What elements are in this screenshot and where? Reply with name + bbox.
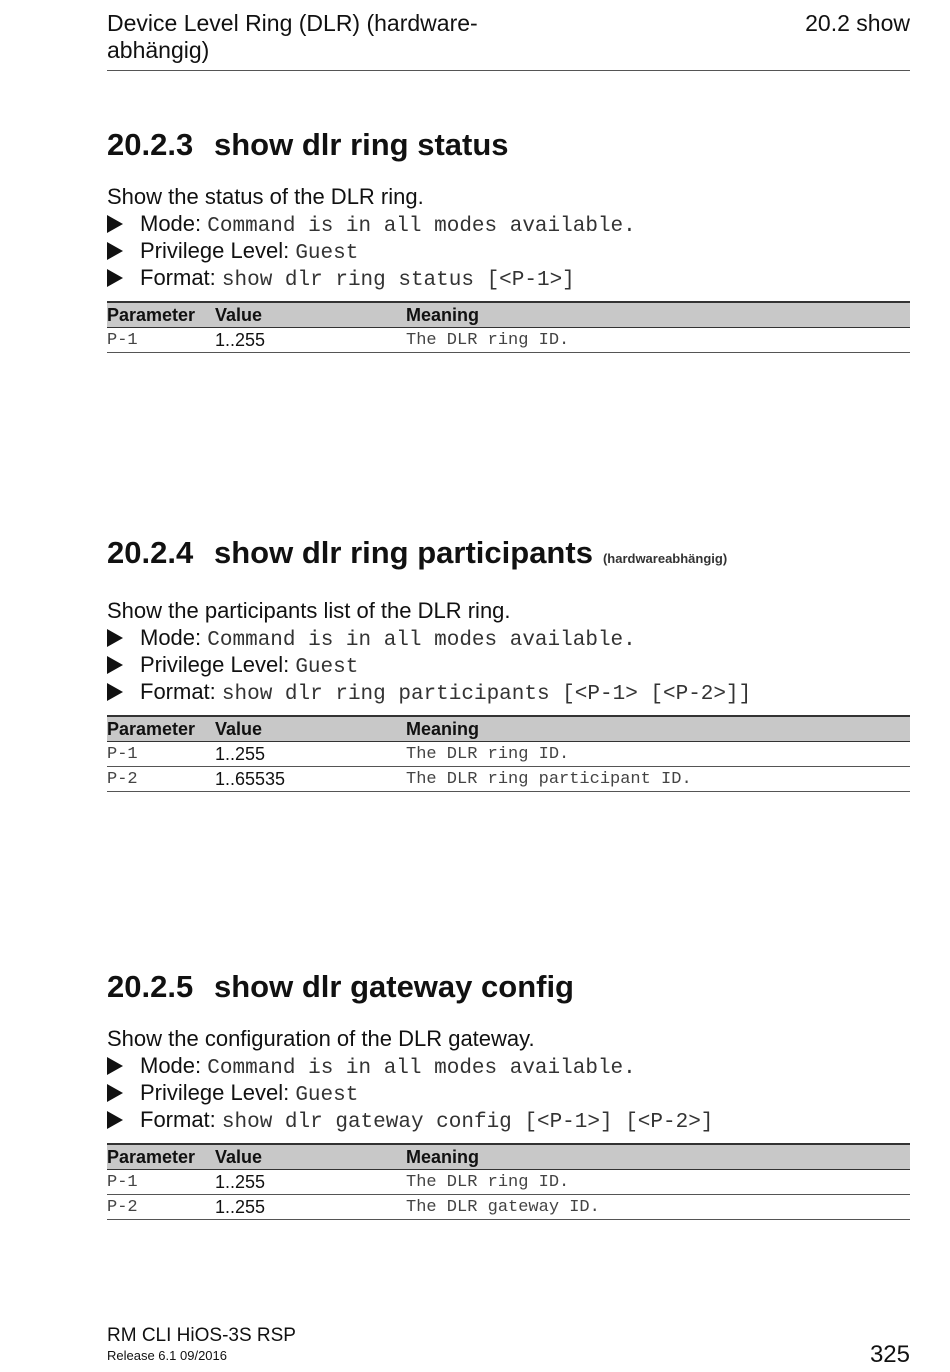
bullet-arrow-icon: [107, 1084, 123, 1102]
privilege-line: [107, 237, 910, 264]
value-cell: 1..255: [215, 742, 406, 767]
parameter-table: [107, 301, 910, 353]
section-show-dlr-ring-status: [107, 127, 910, 353]
column-header: Parameter: [107, 302, 215, 328]
table-header-row: [107, 302, 910, 328]
mode-line: [107, 624, 910, 651]
column-header: Value: [215, 716, 406, 742]
format-line: [107, 678, 910, 705]
footer-document-title: RM CLI HiOS-3S RSP: [107, 1325, 296, 1346]
param-cell: P-2: [107, 1195, 215, 1220]
column-header: Meaning: [406, 1144, 910, 1170]
mode-line: [107, 1052, 910, 1079]
format-label: Format:: [140, 679, 216, 704]
column-header: Value: [215, 1144, 406, 1170]
table-header-row: [107, 716, 910, 742]
section-note: (hardwareabhängig): [602, 551, 728, 566]
table-header-row: [107, 1144, 910, 1170]
column-header: Meaning: [406, 716, 910, 742]
privilege-label: Privilege Level:: [140, 652, 290, 677]
column-header: Parameter: [107, 1144, 215, 1170]
parameter-table: [107, 1143, 910, 1220]
value-cell: 1..255: [215, 1195, 406, 1220]
format-label: Format:: [140, 1107, 216, 1132]
section-number: 20.2.3: [107, 127, 194, 162]
param-cell: P-1: [107, 328, 215, 353]
bullet-arrow-icon: [107, 629, 123, 647]
section-show-dlr-gateway-config: [107, 969, 910, 1220]
table-row: [107, 328, 910, 353]
privilege-value: Guest: [295, 1084, 359, 1107]
section-intro: Show the status of the DLR ring.: [107, 184, 424, 209]
privilege-line: [107, 1079, 910, 1106]
table-row: [107, 1170, 910, 1195]
mode-line: [107, 210, 910, 237]
mode-label: Mode:: [140, 625, 202, 650]
page-header: [107, 10, 910, 71]
column-header: Value: [215, 302, 406, 328]
page-number: 325: [869, 1341, 910, 1368]
meaning-cell: The DLR ring ID.: [406, 328, 910, 353]
table-row: [107, 742, 910, 767]
section-number: 20.2.4: [107, 535, 194, 570]
bullet-arrow-icon: [107, 242, 123, 260]
meaning-cell: The DLR ring ID.: [406, 1170, 910, 1195]
section-intro: Show the participants list of the DLR ring.: [107, 598, 511, 623]
header-section-label: 20.2 show: [805, 10, 910, 36]
table-row: [107, 1195, 910, 1220]
format-line: [107, 264, 910, 291]
section-number: 20.2.5: [107, 969, 194, 1004]
bullet-arrow-icon: [107, 1057, 123, 1075]
bullet-arrow-icon: [107, 656, 123, 674]
section-heading: [107, 127, 910, 163]
format-value: show dlr gateway config [<P-1>] [<P-2>]: [221, 1111, 714, 1134]
format-value: show dlr ring participants [<P-1> [<P-2>]]: [221, 683, 752, 706]
header-chapter-title: Device Level Ring (DLR) (hardware-abhängig): [107, 10, 478, 63]
mode-value: Command is in all modes available.: [207, 215, 636, 238]
bullet-arrow-icon: [107, 269, 123, 287]
privilege-value: Guest: [295, 242, 359, 265]
param-cell: P-1: [107, 742, 215, 767]
value-cell: 1..65535: [215, 767, 406, 792]
meaning-cell: The DLR ring participant ID.: [406, 767, 910, 792]
param-cell: P-1: [107, 1170, 215, 1195]
section-title: show dlr gateway config: [214, 969, 574, 1004]
privilege-value: Guest: [295, 656, 359, 679]
mode-label: Mode:: [140, 1053, 202, 1078]
bullet-arrow-icon: [107, 215, 123, 233]
mode-value: Command is in all modes available.: [207, 629, 636, 652]
section-title: show dlr ring status: [214, 127, 509, 162]
bullet-arrow-icon: [107, 1111, 123, 1129]
section-show-dlr-ring-participants: [107, 535, 910, 792]
column-header: Parameter: [107, 716, 215, 742]
value-cell: 1..255: [215, 328, 406, 353]
column-header: Meaning: [406, 302, 910, 328]
mode-label: Mode:: [140, 211, 202, 236]
footer-release: Release 6.1 09/2016: [107, 1348, 227, 1363]
section-intro: Show the configuration of the DLR gateway.: [107, 1026, 535, 1051]
param-cell: P-2: [107, 767, 215, 792]
bullet-arrow-icon: [107, 683, 123, 701]
table-row: [107, 767, 910, 792]
privilege-label: Privilege Level:: [140, 1080, 290, 1105]
parameter-table: [107, 715, 910, 792]
format-label: Format:: [140, 265, 216, 290]
section-heading: [107, 535, 910, 577]
meaning-cell: The DLR ring ID.: [406, 742, 910, 767]
section-title: show dlr ring participants: [214, 535, 593, 570]
mode-value: Command is in all modes available.: [207, 1057, 636, 1080]
format-value: show dlr ring status [<P-1>]: [221, 269, 575, 292]
format-line: [107, 1106, 910, 1133]
privilege-label: Privilege Level:: [140, 238, 290, 263]
value-cell: 1..255: [215, 1170, 406, 1195]
meaning-cell: The DLR gateway ID.: [406, 1195, 910, 1220]
privilege-line: [107, 651, 910, 678]
section-heading: [107, 969, 910, 1005]
